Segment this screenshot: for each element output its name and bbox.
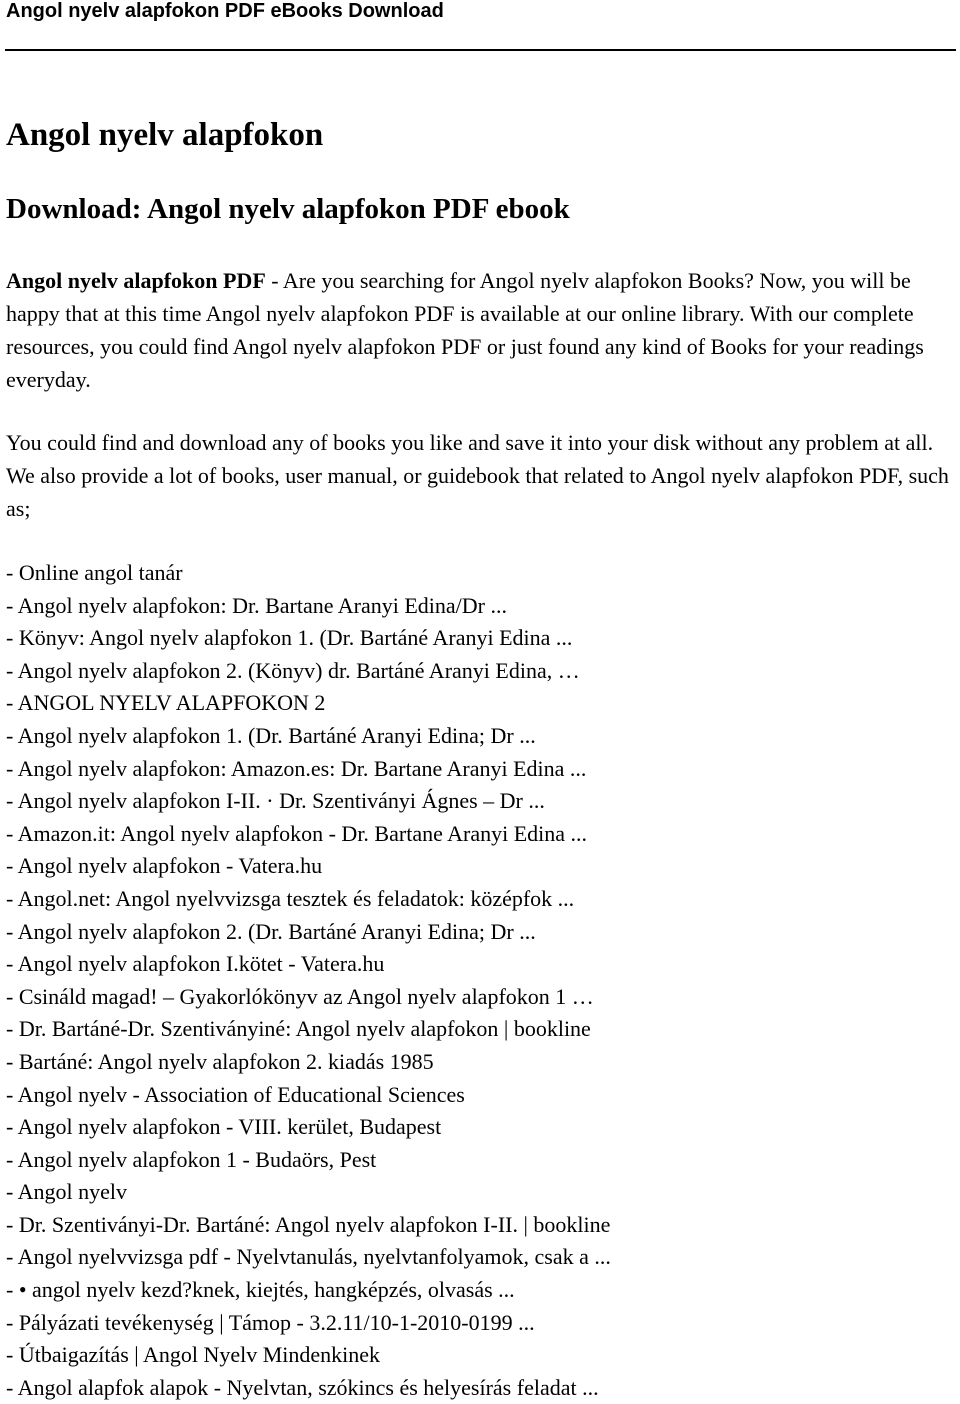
list-item: - Angol nyelv - Association of Educational Sciences	[6, 1081, 465, 1107]
page-header-title: Angol nyelv alapfokon PDF eBooks Download	[6, 0, 444, 22]
list-item: - Angol nyelv alapfokon: Amazon.es: Dr. Bartane Aranyi Edina ...	[6, 755, 587, 781]
list-item: - Angol nyelv alapfokon 1. (Dr. Bartáné Aranyi Edina; Dr ...	[6, 722, 536, 748]
intro-paragraph	[6, 264, 956, 396]
list-item: - Dr. Szentiványi-Dr. Bartáné: Angol nyelv alapfokon I-II. | bookline	[6, 1211, 611, 1237]
description-paragraph: You could find and download any of books you like and save it into your disk without any problem at all. We also provide a lot of books, user manual, or guidebook that related to Angol nyelv alapfokon PDF, such as;	[6, 430, 949, 521]
list-item: - Angol nyelv	[6, 1179, 127, 1205]
list-item: - • angol nyelv kezd?knek, kiejtés, hangképzés, olvasás ...	[6, 1277, 515, 1303]
list-item: - Angol alapfok alapok - Nyelvtan, szókincs és helyesírás feladat ...	[6, 1374, 599, 1400]
list-item: - Angol.net: Angol nyelvvizsga tesztek és feladatok: középfok ...	[6, 885, 575, 911]
list-item: - ANGOL NYELV ALAPFOKON 2	[6, 690, 326, 716]
list-item: - Angol nyelv alapfokon: Dr. Bartane Aranyi Edina/Dr ...	[6, 592, 507, 618]
list-item: - Angol nyelv alapfokon 2. (Könyv) dr. Bartáné Aranyi Edina, …	[6, 657, 580, 683]
list-item: - Angol nyelv alapfokon - Vatera.hu	[6, 853, 323, 879]
list-item: - Angol nyelv alapfokon 1 - Budaörs, Pest	[6, 1146, 377, 1172]
list-item: - Angol nyelv alapfokon - VIII. kerület, Budapest	[6, 1114, 442, 1140]
list-item: - Csináld magad! – Gyakorlókönyv az Angol nyelv alapfokon 1 …	[6, 983, 594, 1009]
intro-text: - Are you searching for Angol nyelv alapfokon Books? Now, you will be happy that at this time Angol nyelv alapfokon PDF is available at our online library. With our complete resources, you could find Angol nyelv alapfokon PDF or just found any kind of Books for your readings everyday.	[6, 268, 924, 392]
list-item: - Angol nyelv alapfokon I-II. · Dr. Szentiványi Ágnes – Dr ...	[6, 788, 545, 814]
list-item: - Dr. Bartáné-Dr. Szentiványiné: Angol nyelv alapfokon | bookline	[6, 1016, 591, 1042]
list-item: - Könyv: Angol nyelv alapfokon 1. (Dr. Bartáné Aranyi Edina ...	[6, 625, 573, 651]
page-title: Angol nyelv alapfokon	[6, 117, 324, 153]
download-heading: Download: Angol nyelv alapfokon PDF ebook	[6, 193, 570, 225]
related-books-list	[6, 557, 611, 1404]
header-divider	[5, 49, 956, 51]
list-item: - Angol nyelv alapfokon 2. (Dr. Bartáné Aranyi Edina; Dr ...	[6, 918, 536, 944]
list-item: - Pályázati tevékenység | Támop - 3.2.11/10-1-2010-0199 ...	[6, 1309, 535, 1335]
list-item: - Angol nyelv alapfokon I.kötet - Vatera.hu	[6, 951, 385, 977]
list-item: - Amazon.it: Angol nyelv alapfokon - Dr. Bartane Aranyi Edina ...	[6, 820, 588, 846]
list-item: - Online angol tanár	[6, 560, 183, 585]
list-item: - Angol nyelvvizsga pdf - Nyelvtanulás, nyelvtanfolyamok, csak a ...	[6, 1244, 611, 1270]
list-item: - Útbaigazítás | Angol Nyelv Mindenkinek	[6, 1342, 381, 1368]
intro-lead: Angol nyelv alapfokon PDF	[6, 268, 266, 293]
list-item: - Bartáné: Angol nyelv alapfokon 2. kiadás 1985	[6, 1048, 434, 1074]
